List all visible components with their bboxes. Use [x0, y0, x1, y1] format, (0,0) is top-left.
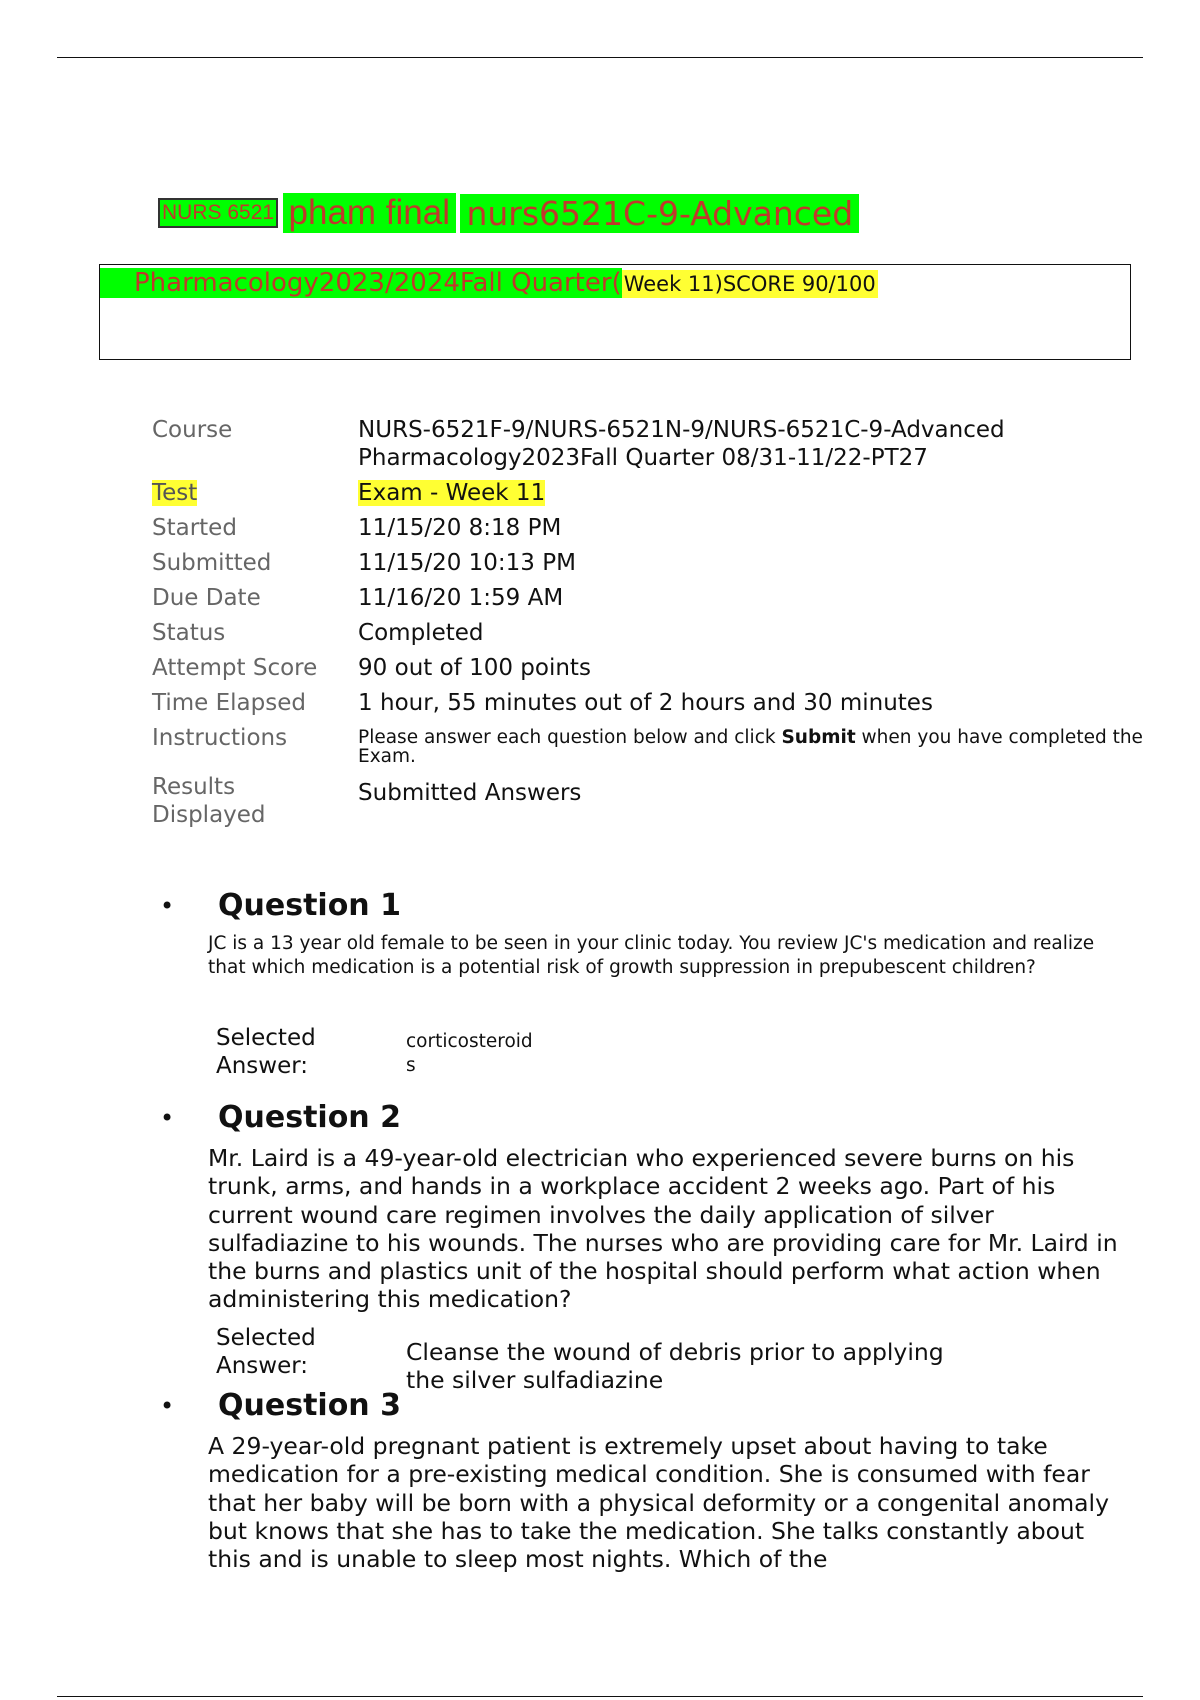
- meta-label: Results Displayed: [152, 774, 266, 828]
- bullet-icon: •: [160, 1104, 175, 1132]
- meta-value: 11/15/20 10:13 PM: [358, 550, 576, 576]
- meta-label: Test: [152, 480, 198, 506]
- meta-row-status: [152, 615, 1200, 650]
- meta-row-submitted: [152, 545, 1200, 580]
- selected-answer-block: [216, 1324, 1120, 1394]
- meta-label: Started: [152, 515, 237, 541]
- meta-row-instructions: [152, 720, 1200, 769]
- selected-answer-value: corticosteroids: [406, 1031, 533, 1076]
- meta-value-instructions: Please answer each question below and click Submit when you have completed the Exam.: [358, 727, 1143, 767]
- document-title-line1: [158, 193, 859, 233]
- meta-label: Course: [152, 417, 233, 443]
- bullet-icon: •: [160, 1392, 175, 1420]
- selected-answer-value: Cleanse the wound of debris prior to applying the silver sulfadiazine: [406, 1337, 944, 1394]
- bottom-rule: [57, 1696, 1143, 1697]
- meta-label: Due Date: [152, 585, 261, 611]
- test-info-table: [152, 412, 1200, 832]
- selected-answer-label: Selected Answer:: [216, 1324, 316, 1379]
- top-rule: [57, 57, 1143, 58]
- meta-value: NURS-6521F-9/NURS-6521N-9/NURS-6521C-9-Advanced Pharmacology2023Fall Quarter 08/31-11/22-PT27: [358, 417, 1005, 471]
- meta-label: Attempt Score: [152, 655, 318, 681]
- course-chip: NURS 6521: [158, 198, 278, 228]
- title-part2: nurs6521C-9-Advanced: [460, 194, 859, 233]
- question-text: JC is a 13 year old female to be seen in your clinic today. You review JC's medication and realize that which medication is a potential risk of growth suppression in prepubescent children?: [208, 933, 1095, 978]
- meta-row-attempt-score: [152, 650, 1200, 685]
- score-highlight: Week 11)SCORE 90/100: [623, 272, 876, 296]
- meta-value: 90 out of 100 points: [358, 655, 591, 681]
- meta-label: Submitted: [152, 550, 272, 576]
- meta-row-time-elapsed: [152, 685, 1200, 720]
- meta-row-course: [152, 412, 1200, 475]
- meta-value: Submitted Answers: [358, 780, 582, 806]
- meta-row-due-date: [152, 580, 1200, 615]
- question-text: Mr. Laird is a 49-year-old electrician who experienced severe burns on his trunk, arms, and hands in a workplace accident 2 weeks ago. Part of his current wound care regimen involves the daily application of silver sulfadiazine to his wounds. The nurses who are providing care for Mr. Laird in the burns and plastics unit of the hospital should perform what action when administering this medication?: [208, 1144, 1118, 1314]
- selected-answer-label: Selected Answer:: [216, 1025, 316, 1079]
- question-1: [160, 888, 1120, 1084]
- bullet-icon: •: [160, 892, 175, 920]
- question-title: Question 1: [218, 888, 401, 923]
- title-box: [99, 264, 1131, 360]
- title-line2-text: Pharmacology2023/2024Fall Quarter(: [100, 268, 622, 298]
- question-3: [160, 1388, 1120, 1573]
- meta-value: 11/16/20 1:59 AM: [358, 585, 564, 611]
- meta-label: Instructions: [152, 725, 288, 751]
- meta-row-started: [152, 510, 1200, 545]
- meta-label: Time Elapsed: [152, 690, 306, 716]
- meta-value: 1 hour, 55 minutes out of 2 hours and 30 minutes: [358, 690, 933, 716]
- question-2: [160, 1100, 1120, 1394]
- submit-keyword: Submit: [781, 727, 856, 748]
- title-part1: pham final: [283, 193, 456, 233]
- meta-value: Completed: [358, 620, 484, 646]
- meta-row-test: [152, 475, 1200, 510]
- meta-label: Status: [152, 620, 226, 646]
- question-title: Question 2: [218, 1100, 401, 1135]
- meta-row-results-displayed: [152, 769, 1200, 832]
- meta-value: Exam - Week 11: [358, 480, 546, 506]
- question-title: Question 3: [218, 1388, 401, 1423]
- question-text: A 29-year-old pregnant patient is extremely upset about having to take medication for a pre-existing medical condition. She is consumed with fear that her baby will be born with a physical deformity or a congenital anomaly but knows that she has to take the medication. She talks constantly about this and is unable to sleep most nights. Which of the: [208, 1432, 1109, 1574]
- document-title-line2: [100, 268, 878, 298]
- selected-answer-block: [216, 1024, 1120, 1084]
- meta-value: 11/15/20 8:18 PM: [358, 515, 562, 541]
